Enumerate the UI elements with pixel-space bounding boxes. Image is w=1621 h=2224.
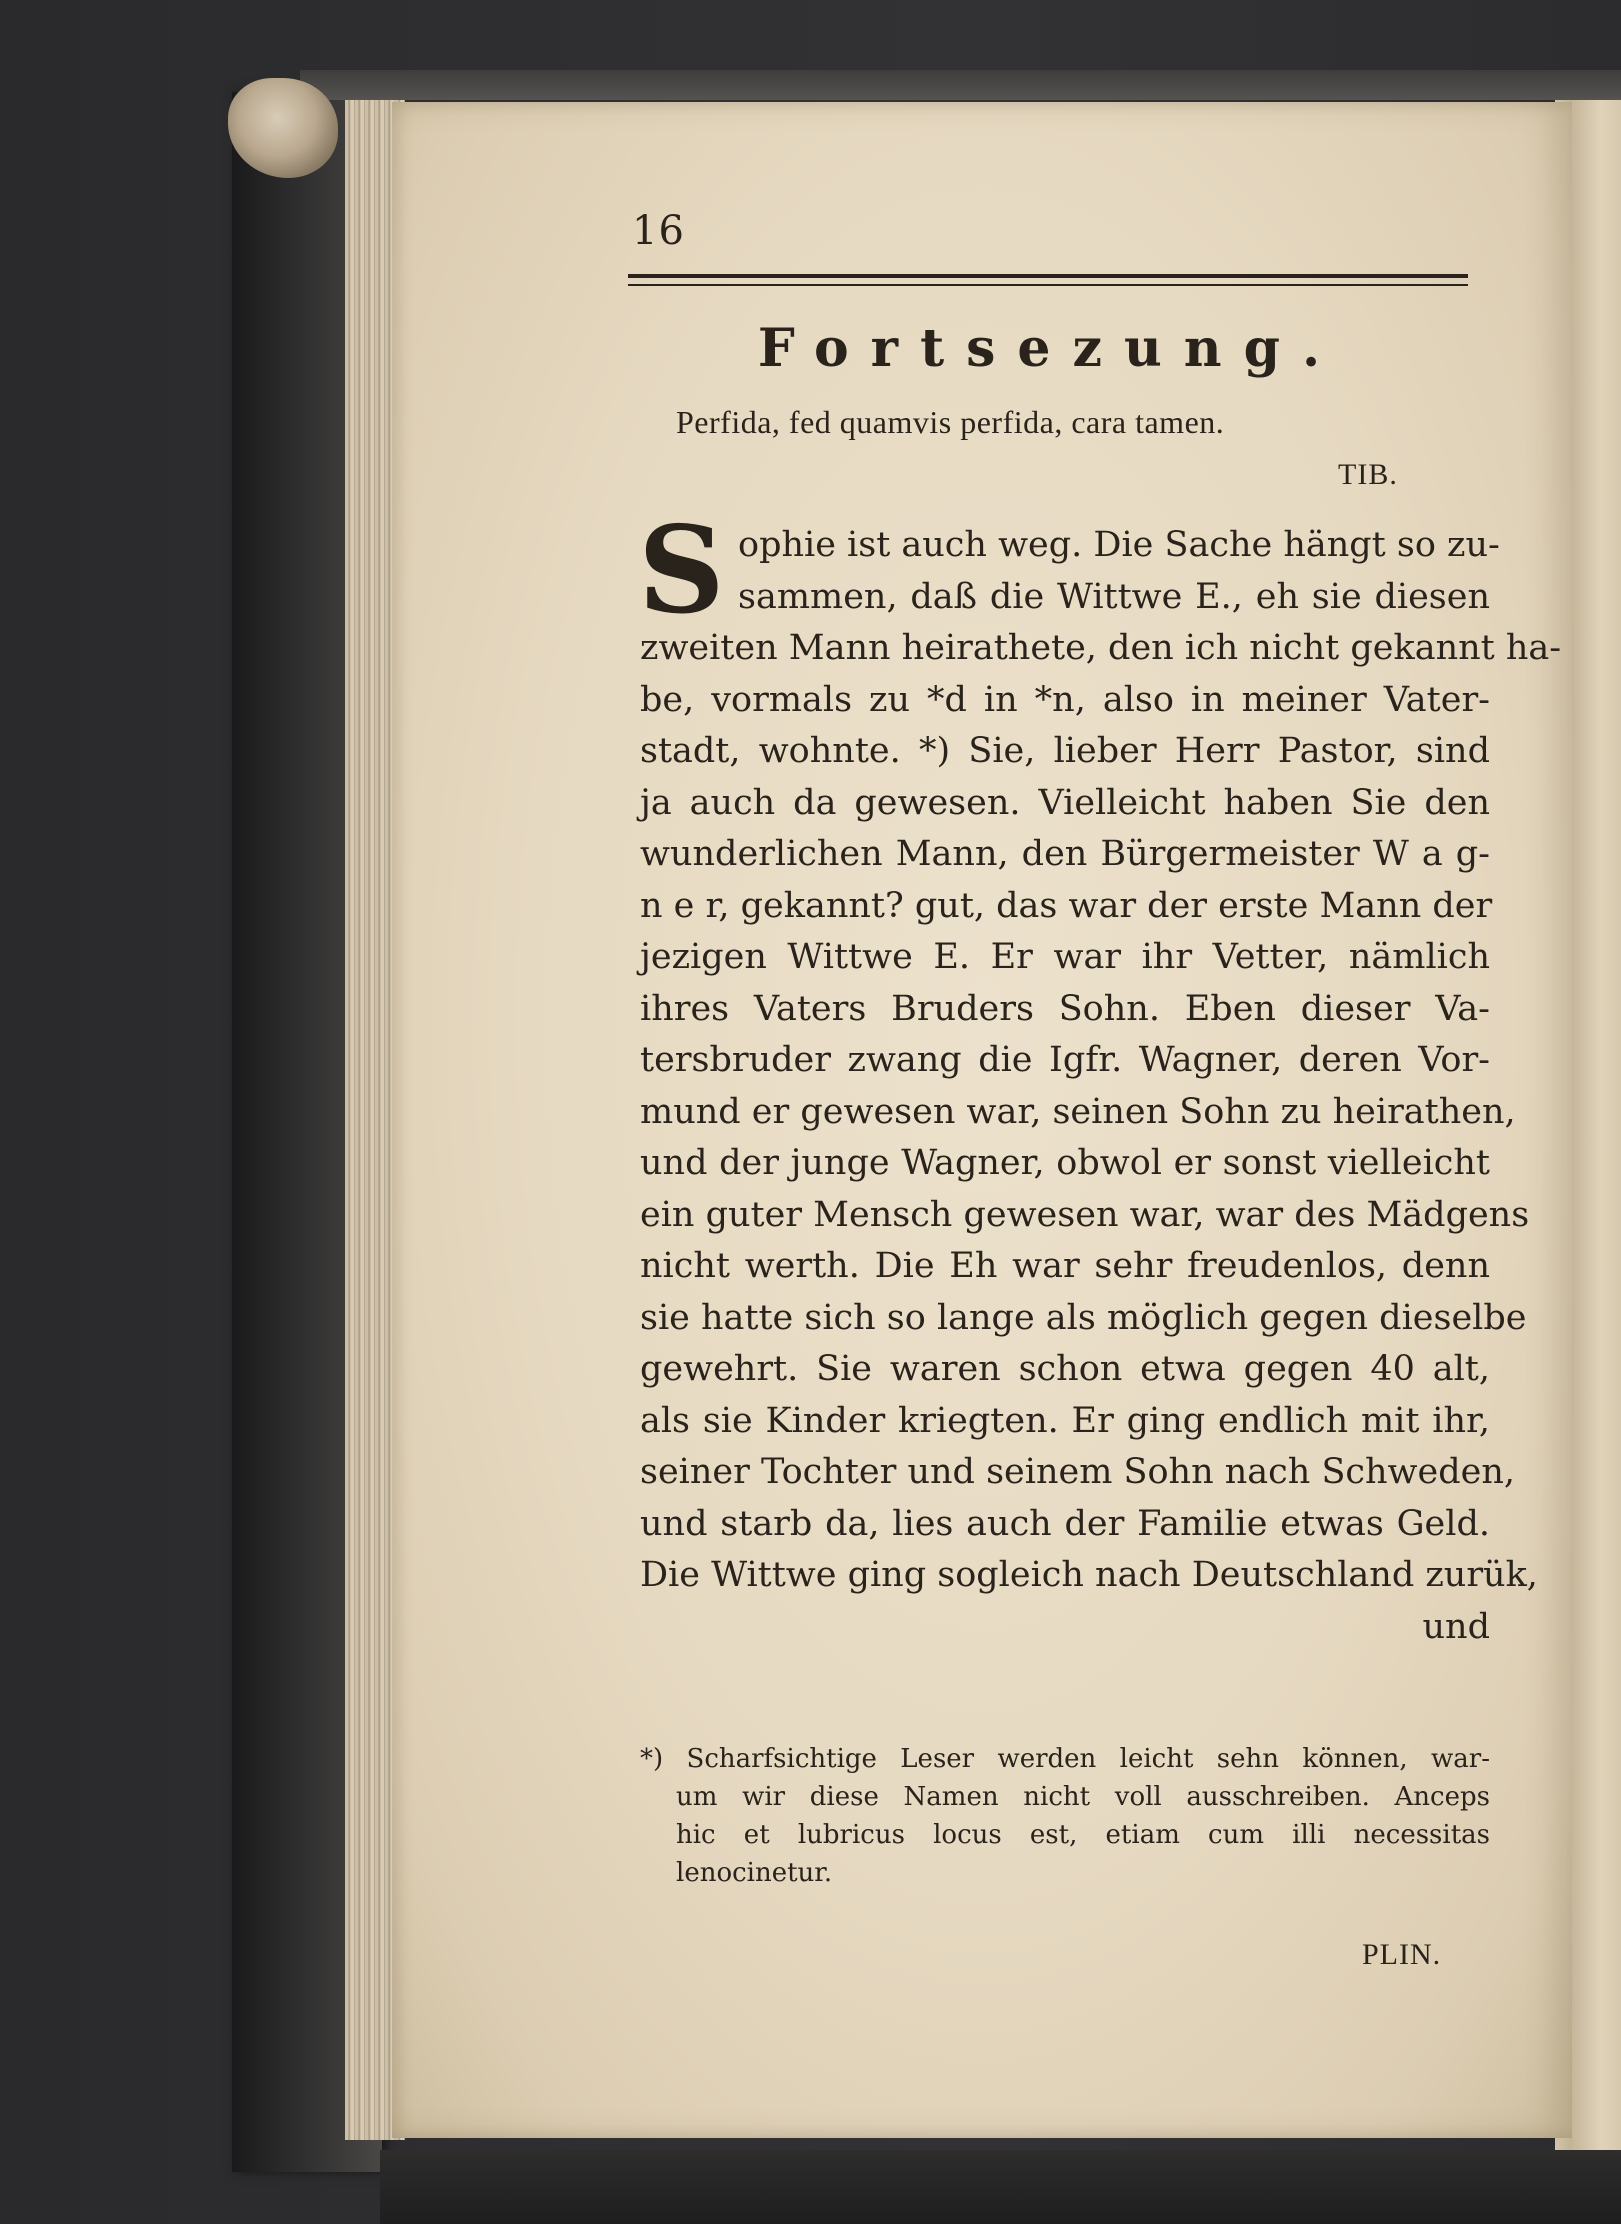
body-line: tersbruder zwang die Igfr. Wagner, deren Vor-: [640, 1040, 1490, 1080]
body-line: be, vormals zu *d in *n, also in meiner Vater-: [640, 679, 1490, 720]
body-line: ja auch da gewesen. Vielleicht haben Sie den: [640, 782, 1490, 823]
footnote-source: PLIN.: [1362, 1938, 1442, 1971]
body-line: und der junge Wagner, obwol er sonst vielleicht: [640, 1143, 1490, 1183]
body-line: ein guter Mensch gewesen war, war des Mädgens: [640, 1194, 1530, 1235]
epigraph-text: Perfida, fed quamvis perfida, cara tamen.: [676, 404, 1225, 440]
footnote-line: lenocinetur.: [676, 1858, 833, 1888]
footnote-line: *) Scharfsichtige Leser werden leicht sehn können, war-: [640, 1744, 1490, 1774]
header-rule: [628, 274, 1468, 286]
drop-cap: S: [638, 500, 725, 641]
footnote-line: um wir diese Namen nicht voll ausschreiben. Anceps: [676, 1782, 1490, 1812]
body-line: stadt, wohnte. *) Sie, lieber Herr Pastor, sind: [640, 731, 1490, 771]
body-line: gewehrt. Sie waren schon etwa gegen 40 alt,: [640, 1349, 1490, 1389]
footnote-line: hic et lubricus locus est, etiam cum illi necessitas: [676, 1820, 1490, 1850]
body-text: [640, 520, 1562, 1653]
footnote: [640, 1740, 1490, 1892]
body-line: ihres Vaters Bruders Sohn. Eben dieser Va-: [640, 988, 1490, 1029]
body-line: und starb da, lies auch der Familie etwas Geld.: [640, 1503, 1490, 1544]
body-line: sammen, daß die Wittwe E., eh sie diesen: [738, 576, 1490, 617]
body-line: sie hatte sich so lange als möglich gegen dieselbe: [640, 1297, 1527, 1338]
body-line: nicht werth. Die Eh war sehr freudenlos, denn: [640, 1246, 1490, 1286]
chapter-heading: Fortsezung.: [757, 318, 1343, 379]
body-line: zweiten Mann heirathete, den ich nicht gekannt ha-: [640, 628, 1562, 668]
body-line: n e r, gekannt? gut, das war der erste Mann der: [640, 885, 1493, 926]
body-line: jezigen Wittwe E. Er war ihr Vetter, nämlich: [640, 937, 1490, 977]
body-line: als sie Kinder kriegten. Er ging endlich mit ihr,: [640, 1400, 1490, 1441]
body-line: seiner Tochter und seinem Sohn nach Schweden,: [640, 1452, 1516, 1492]
page-number: 16: [632, 208, 685, 254]
body-line: wunderlichen Mann, den Bürgermeister W a g-: [640, 834, 1490, 874]
epigraph-source: TIB.: [1338, 458, 1398, 491]
body-line: mund er gewesen war, seinen Sohn zu heirathen,: [640, 1091, 1516, 1132]
body-line: ophie ist auch weg. Die Sache hängt so zu-: [738, 525, 1500, 565]
body-line: Die Wittwe ging sogleich nach Deutschland zurük,: [640, 1555, 1538, 1595]
catchword: und: [1422, 1606, 1490, 1647]
